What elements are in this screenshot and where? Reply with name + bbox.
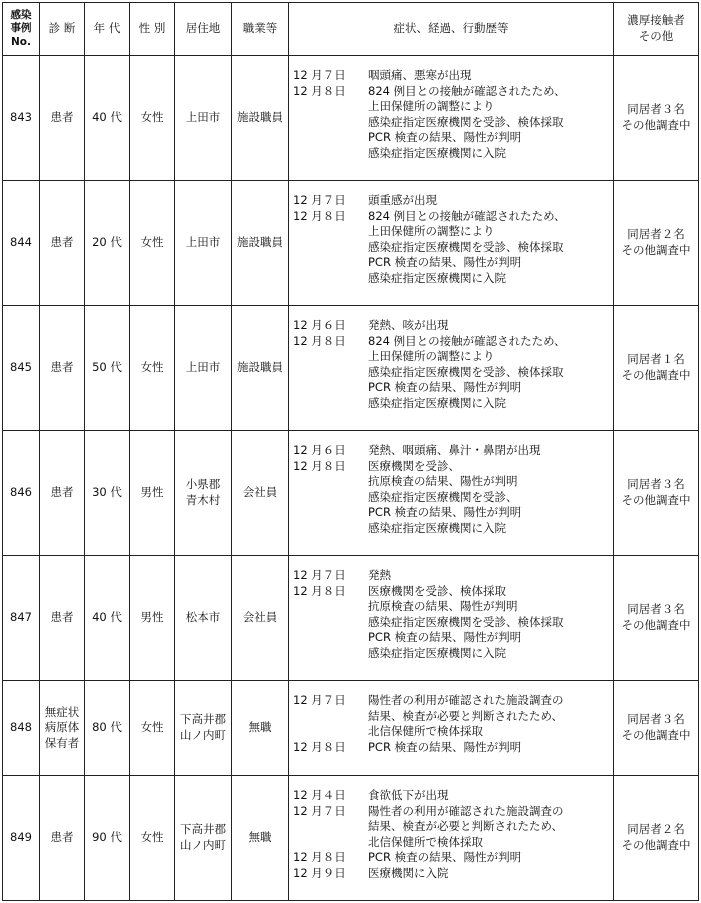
table-row [3,181,699,306]
event-date: 12 月８日 [293,333,346,348]
event-text: 感染症指定医療機関を受診、検体採取 [368,114,564,129]
event-text: 上田保健所の調整により [368,99,495,114]
residence-cell: 上田市 [175,306,232,431]
event-text: 感染症指定医療機関を受診、検体採取 [368,239,564,254]
occupation-cell: 会社員 [232,431,289,556]
event-date: 12 月４日 [293,788,346,802]
case-number: 848 [3,681,40,776]
age-cell: 50 代 [85,306,130,431]
event-entry [293,866,609,882]
table-row [3,306,699,431]
diagnosis-cell: 患者 [40,776,85,901]
age-cell: 40 代 [85,556,130,681]
event-text: 医療機関を受診、検体採取 [368,583,506,598]
event-date: 12 月８日 [293,208,346,223]
event-text: 結果、検査が必要と判断されたため、 [368,708,564,723]
event-date: 12 月６日 [293,318,346,332]
event-date: 12 月８日 [293,583,346,598]
age-cell: 30 代 [85,431,130,556]
event-text: 発熱 [368,568,391,582]
event-date: 12 月８日 [293,458,346,473]
case-number: 843 [3,56,40,181]
event-entry [293,568,609,584]
header-occupation: 職業等 [232,3,289,56]
table-row [3,56,699,181]
header-case-no: 感染 事例 No. [3,3,40,56]
event-text: 発熱、咳が出現 [368,318,449,332]
event-date: 12 月７日 [293,693,346,707]
event-text: 発熱、咽頭痛、鼻汁・鼻閉が出現 [368,443,541,457]
occupation-cell: 施設職員 [232,56,289,181]
event-text: 食欲低下が出現 [368,788,449,802]
event-text: 感染症指定医療機関に入院 [368,270,506,285]
header-age: 年 代 [85,3,130,56]
event-entry [293,193,609,209]
event-entry [293,584,609,662]
sex-cell: 女性 [130,306,175,431]
age-cell: 80 代 [85,681,130,776]
details-cell [289,181,614,306]
case-number: 845 [3,306,40,431]
occupation-cell: 施設職員 [232,306,289,431]
event-text: 医療機関を受診、 [368,458,460,473]
event-entry [293,693,609,740]
occupation-cell: 無職 [232,776,289,901]
event-date: 12 月８日 [293,739,346,754]
event-text: 824 例目との接触が確認されたため、 [368,333,566,348]
diagnosis-cell: 患者 [40,306,85,431]
header-diagnosis: 診 断 [40,3,85,56]
case-number: 849 [3,776,40,901]
header-details: 症状、経過、行動歴等 [289,3,614,56]
event-text: 北信保健所で検体採取 [368,834,483,849]
diagnosis-cell: 患者 [40,181,85,306]
event-date: 12 月８日 [293,850,346,865]
event-date: 12 月７日 [293,568,346,582]
residence-cell: 上田市 [175,181,232,306]
details-cell [289,306,614,431]
contacts-cell: 同居者３名 その他調査中 [614,56,699,181]
details-cell [289,681,614,776]
details-cell [289,556,614,681]
event-entry [293,740,609,756]
contacts-cell: 同居者３名 その他調査中 [614,431,699,556]
residence-cell: 上田市 [175,56,232,181]
event-entry [293,318,609,334]
contacts-cell: 同居者１名 その他調査中 [614,306,699,431]
details-cell [289,431,614,556]
event-text: 感染症指定医療機関に入院 [368,145,506,160]
event-text: 感染症指定医療機関に入院 [368,395,506,410]
header-row [3,3,699,56]
residence-cell: 小県郡 青木村 [175,431,232,556]
event-text: 陽性者の利用が確認された施設調査の [368,693,564,707]
event-entry [293,84,609,162]
contacts-cell: 同居者２名 その他調査中 [614,776,699,901]
table-row [3,431,699,556]
header-sex: 性 別 [130,3,175,56]
event-text: 感染症指定医療機関に入院 [368,645,506,660]
event-date: 12 月７日 [293,68,346,82]
case-number: 846 [3,431,40,556]
event-text: 北信保健所で検体採取 [368,724,483,739]
case-number: 844 [3,181,40,306]
case-number: 847 [3,556,40,681]
age-cell: 40 代 [85,56,130,181]
event-text: 頭重感が出現 [368,193,437,207]
event-entry [293,788,609,804]
event-text: 結果、検査が必要と判断されたため、 [368,819,564,834]
diagnosis-cell: 患者 [40,431,85,556]
age-cell: 20 代 [85,181,130,306]
event-text: 感染症指定医療機関に入院 [368,520,506,535]
event-text: 上田保健所の調整により [368,349,495,364]
event-text: PCR 検査の結果、陽性が判明 [368,850,522,865]
event-entry [293,334,609,412]
event-text: 感染症指定医療機関を受診、検体採取 [368,364,564,379]
event-date: 12 月６日 [293,443,346,457]
event-text: 医療機関に入院 [368,865,449,880]
event-text: 抗原検査の結果、陽性が判明 [368,474,518,489]
event-text: 陽性者の利用が確認された施設調査の [368,803,564,818]
contacts-cell: 同居者２名 その他調査中 [614,181,699,306]
sex-cell: 女性 [130,776,175,901]
case-table [2,2,699,901]
event-text: 感染症指定医療機関を受診、検体採取 [368,614,564,629]
sex-cell: 女性 [130,181,175,306]
sex-cell: 女性 [130,681,175,776]
event-entry [293,804,609,851]
event-entry [293,459,609,537]
event-text: 抗原検査の結果、陽性が判明 [368,599,518,614]
residence-cell: 下高井郡 山ノ内町 [175,681,232,776]
age-cell: 90 代 [85,776,130,901]
event-text: PCR 検査の結果、陽性が判明 [368,130,522,145]
event-text: PCR 検査の結果、陽性が判明 [368,255,522,270]
details-cell [289,776,614,901]
diagnosis-cell: 患者 [40,556,85,681]
event-text: PCR 検査の結果、陽性が判明 [368,630,522,645]
event-date: 12 月８日 [293,83,346,98]
event-text: 咽頭痛、悪寒が出現 [368,68,472,82]
event-date: 12 月７日 [293,803,346,818]
residence-cell: 下高井郡 山ノ内町 [175,776,232,901]
table-row [3,681,699,776]
header-residence: 居住地 [175,3,232,56]
sex-cell: 男性 [130,431,175,556]
event-text: 上田保健所の調整により [368,224,495,239]
event-entry [293,850,609,866]
event-text: PCR 検査の結果、陽性が判明 [368,739,522,754]
diagnosis-cell: 患者 [40,56,85,181]
event-text: 824 例目との接触が確認されたため、 [368,208,566,223]
residence-cell: 松本市 [175,556,232,681]
occupation-cell: 施設職員 [232,181,289,306]
occupation-cell: 無職 [232,681,289,776]
event-date: 12 月９日 [293,865,346,880]
header-contacts: 濃厚接触者 その他 [614,3,699,56]
event-date: 12 月７日 [293,193,346,207]
event-entry [293,68,609,84]
event-text: 感染症指定医療機関を受診、 [368,489,518,504]
details-cell [289,56,614,181]
event-text: 824 例目との接触が確認されたため、 [368,83,566,98]
event-text: PCR 検査の結果、陽性が判明 [368,380,522,395]
event-entry [293,209,609,287]
occupation-cell: 会社員 [232,556,289,681]
contacts-cell: 同居者３名 その他調査中 [614,556,699,681]
table-row [3,776,699,901]
event-entry [293,443,609,459]
sex-cell: 女性 [130,56,175,181]
contacts-cell: 同居者３名 その他調査中 [614,681,699,776]
sex-cell: 男性 [130,556,175,681]
diagnosis-cell: 無症状 病原体 保有者 [40,681,85,776]
event-text: PCR 検査の結果、陽性が判明 [368,505,522,520]
table-row [3,556,699,681]
